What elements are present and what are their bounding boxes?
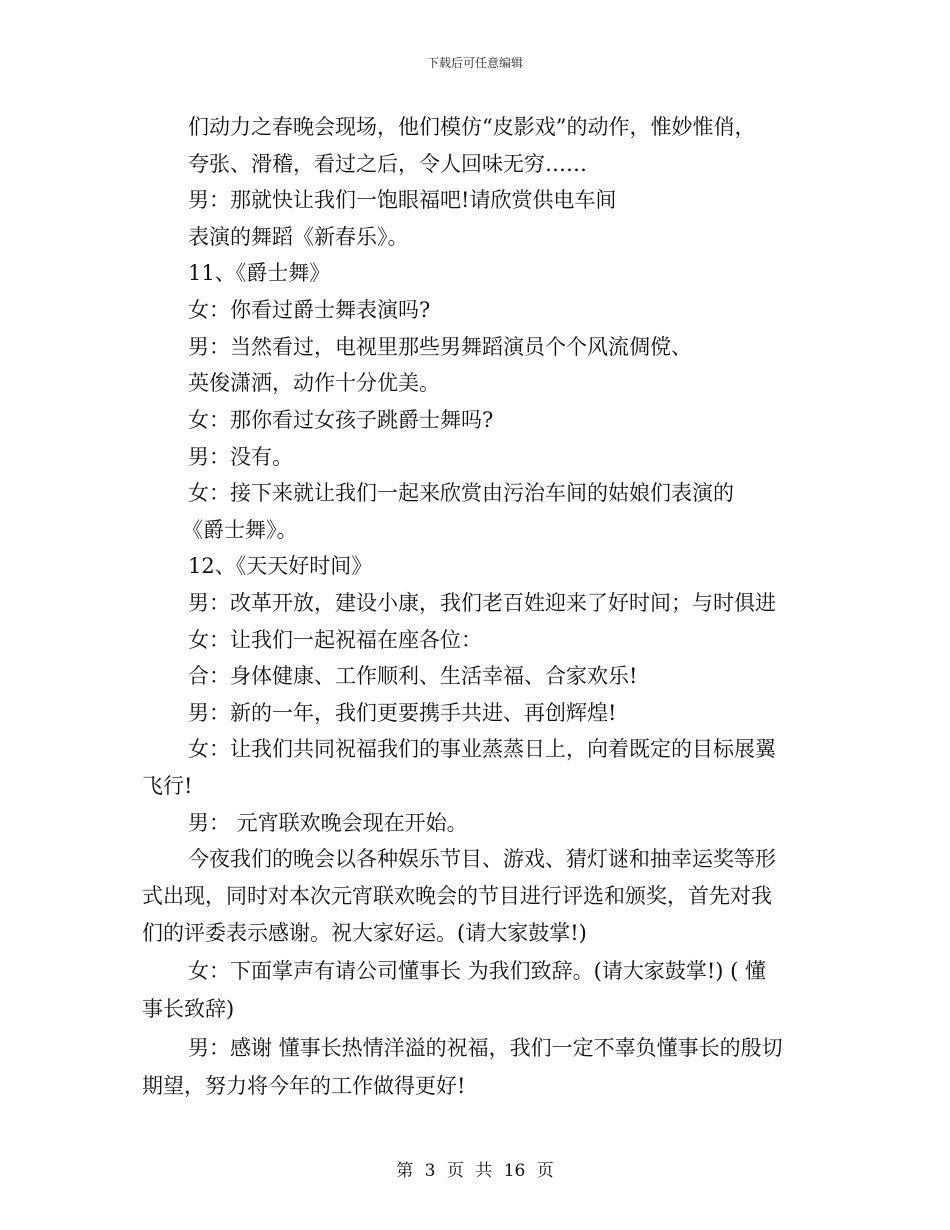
text-line: 男： 元宵联欢晚会现在开始。 [188,811,468,835]
text-line: 女：你看过爵士舞表演吗? [188,298,431,322]
section-heading: 11、《爵士舞》 [188,261,331,285]
text-line: 女：那你看过女孩子跳爵士舞吗? [188,408,494,432]
text-line: 女：接下来就让我们一起来欣赏由污治车间的姑娘们表演的 [188,481,734,505]
text-line: 夸张、滑稽，看过之后，令人回味无穷…… [188,152,587,176]
text-line: 们的评委表示感谢。祝大家好运。(请大家鼓掌!) [142,921,587,945]
text-line: 男：新的一年，我们更要携手共进、再创辉煌! [188,701,617,725]
text-line: 男：那就快让我们一饱眼福吧!请欣赏供电车间 [188,188,617,212]
text-line: 们动力之春晚会现场，他们模仿“皮影戏”的动作，惟妙惟俏， [188,115,756,139]
text-line: 式出现，同时对本次元宵联欢晚会的节目进行评选和颁奖，首先对我 [142,884,772,908]
text-line: 男：当然看过，电视里那些男舞蹈演员个个风流倜傥、 [188,335,692,359]
text-line: 英俊潇洒，动作十分优美。 [188,371,440,395]
text-line: 事长致辞) [142,997,235,1021]
text-line: 合：身体健康、工作顺利、生活幸福、合家欢乐! [188,664,638,688]
text-line: 女：下面掌声有请公司懂事长 为我们致辞。(请大家鼓掌!) ( 懂 [188,959,767,983]
text-line: 期望，努力将今年的工作做得更好! [142,1074,466,1098]
text-line: 《爵士舞》。 [182,518,298,542]
text-line: 表演的舞蹈《新春乐》。 [188,225,409,249]
text-line: 男：没有。 [188,445,293,469]
text-line: 女：让我们一起祝福在座各位： [188,628,482,652]
text-line: 男：感谢 懂事长热情洋溢的祝福，我们一定不辜负懂事长的殷切 [188,1036,783,1060]
text-line: 男：改革开放，建设小康，我们老百姓迎来了好时间；与时俱进 [188,591,776,615]
text-line: 今夜我们的晚会以各种娱乐节目、游戏、猜灯谜和抽幸运奖等形 [188,847,776,871]
page-header: 下载后可任意编辑 [426,56,523,70]
text-line: 女：让我们共同祝福我们的事业蒸蒸日上，向着既定的目标展翼 [188,737,776,761]
section-heading: 12、《天天好时间》 [188,554,373,578]
text-line: 飞行! [142,774,193,798]
page-number: 第 3 页 共 16 页 [396,1161,554,1181]
